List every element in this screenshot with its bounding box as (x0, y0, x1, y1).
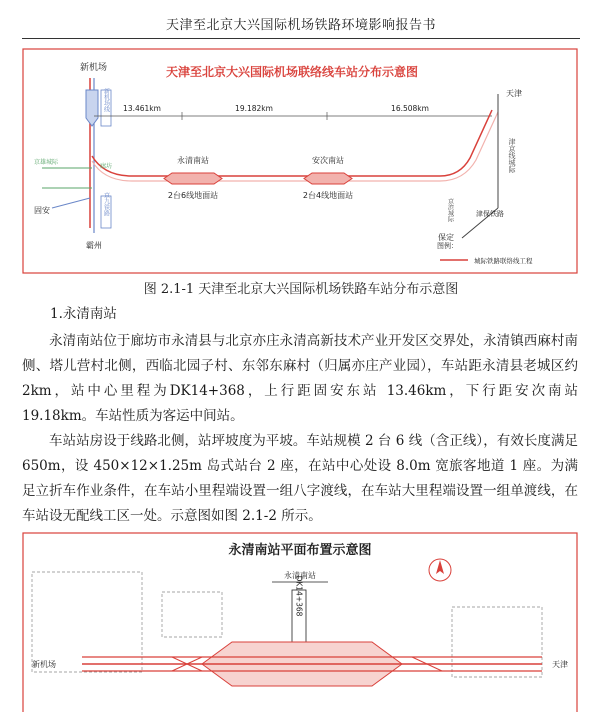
label-langfang: 廊坊 (100, 163, 113, 170)
label-jingjiu-railway: 京九铁路 (102, 192, 110, 216)
header-rule (22, 38, 580, 39)
label-jinbao-railway: 津保铁路 (476, 210, 504, 218)
legend-title: 图例： (437, 242, 458, 250)
label-new-airport-line: 新机场线 (102, 88, 110, 112)
distance-1: 13.461km (123, 104, 161, 113)
running-header: 天津至北京大兴国际机场铁路环境影响报告书 (165, 18, 436, 33)
label-jingxiong: 京雄城际 (34, 159, 59, 166)
station-layout-figure (22, 532, 578, 712)
label-anci-desc: 2台4线地面站 (302, 191, 354, 200)
label-new-airport: 新机场 (80, 63, 108, 73)
label-gu-an: 固安 (34, 206, 50, 215)
figure2-title: 永清南站平面布置示意图 (228, 543, 372, 558)
label-new-airport-left: 新机场 (32, 660, 56, 669)
paragraph-1 (22, 329, 578, 429)
mileage-label: DK14+368 (294, 575, 304, 617)
paragraph-2-text: 车站站房设于线路北侧，站坪坡度为平坡。车站规模 2 台 6 线（含正线），有效长度满足 650m，设 450×12×1.25m 岛式站台 2 座，在站中心处设 8.0m 宽旅客地道 1 座。为满足立折车作业条件，在车站小里程端设置一组八字渡线，在车站大里程端设置一组单渡线，在车站设无配线工区一处。示意图如图 2.1-2 所示。 (22, 433, 578, 524)
paragraph-1-text: 永清南站位于廊坊市永清县与北京亦庄永清高新技术产业开发区交界处，永清镇西麻村南侧、塔儿营村北侧，西临北园子村、东邻东麻村（归属亦庄产业园），车站距永清县老城区约 2km，站中心里程为DK14+368，上行距固安东站 13.46km，下行距安次南站 19.18km。车站性质为客运中间站。 (22, 333, 578, 424)
figure1-title: 天津至北京大兴国际机场联络线车站分布示意图 (165, 65, 419, 79)
paragraph-2 (22, 429, 578, 529)
figure1-caption: 图 2.1-1 天津至北京大兴国际机场铁路车站分布示意图 (143, 282, 459, 297)
section-title: 1.永清南站 (50, 306, 117, 322)
figure2-subtitle: 永清南站 (284, 571, 316, 580)
yongqing-south-station-marker (164, 173, 222, 184)
legend-item: 城际铁路联络线工程 (474, 257, 533, 265)
label-yongqing-south: 永清南站 (177, 156, 209, 165)
label-jinjing-intercity: 津京线城际 (508, 138, 516, 173)
label-baoding: 保定 (438, 233, 454, 242)
new-airport-marker (86, 90, 98, 126)
distance-2: 19.182km (235, 104, 273, 113)
distance-3: 16.508km (391, 104, 429, 113)
label-bazhou: 霸州 (86, 241, 102, 250)
label-jingbin: 京滨城际 (446, 198, 454, 222)
label-tianjin: 天津 (506, 89, 522, 98)
label-anci-south: 安次南站 (312, 156, 344, 165)
label-tianjin-right: 天津 (552, 660, 568, 669)
figure-frame (23, 49, 577, 273)
station-distribution-figure (22, 48, 578, 274)
anci-south-station-marker (304, 173, 352, 184)
label-yongqing-desc: 2台6线地面站 (167, 191, 219, 200)
